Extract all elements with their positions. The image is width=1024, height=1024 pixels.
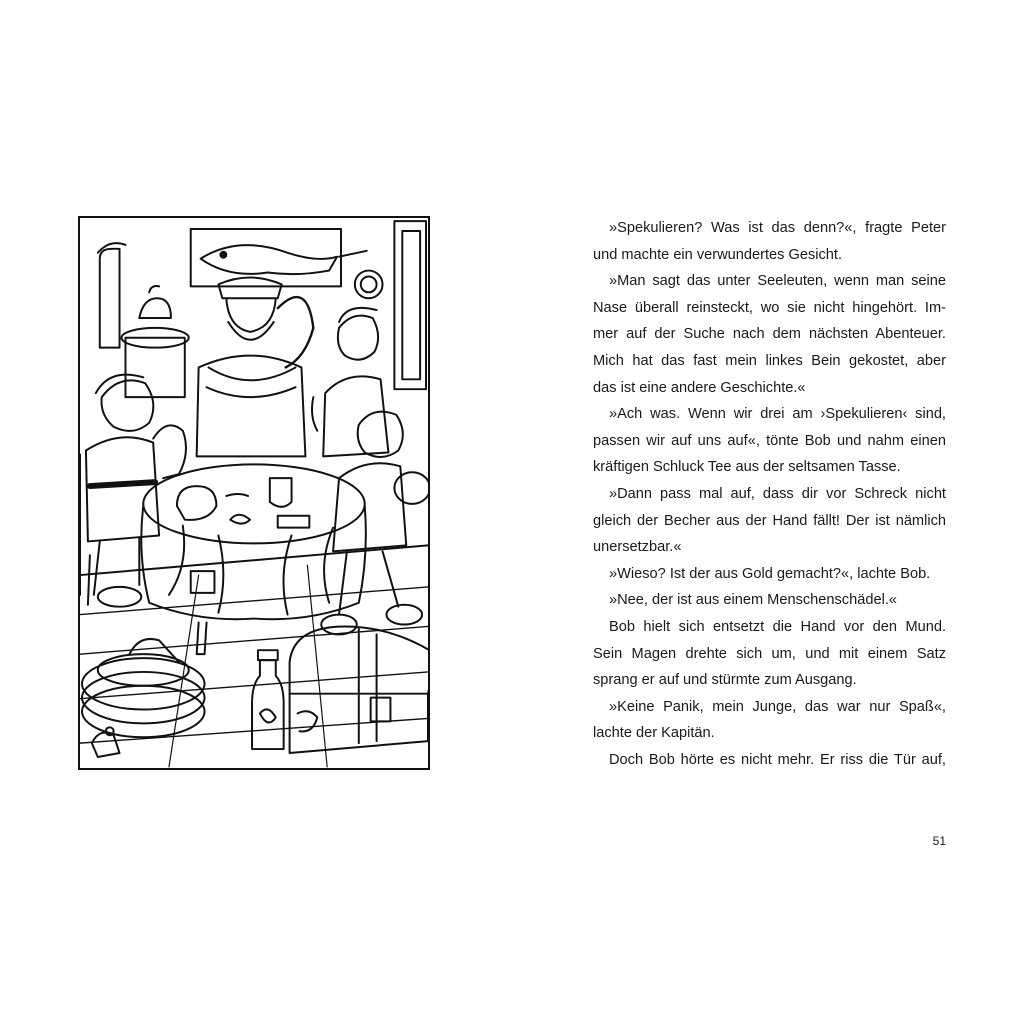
text-line: »Spekulieren? Was ist das denn?«, fragte Peter: [609, 220, 946, 236]
text-line: passen wir auf uns auf«, tönte Bob und nahm einen: [593, 432, 946, 449]
text-line: »Nee, der ist aus einem Menschenschädel.«: [609, 592, 897, 609]
text-line: sprang er auf und stürmte zum Ausgang.: [593, 672, 857, 689]
text-line: Bob hielt sich entsetzt die Hand vor den Mund.: [609, 618, 946, 635]
text-line: und machte ein verwundertes Gesicht.: [593, 246, 843, 263]
text-line: lachte der Kapitän.: [593, 725, 715, 742]
text-line: Doch Bob hörte es nicht mehr. Er riss die Tür auf,: [609, 751, 946, 768]
text-line: gleich der Becher aus der Hand fällt! Der ist nämlich: [593, 512, 946, 529]
text-line: Nase überall reinsteckt, wo sie nicht hingehört. Im-: [593, 299, 946, 316]
text-line: Mich hat das fast mein linkes Bein gekostet, aber: [593, 352, 946, 369]
illustration-drawing: [80, 218, 428, 768]
text-line: »Wieso? Ist der aus Gold gemacht?«, lachte Bob.: [609, 565, 931, 582]
text-line: kräftigen Schluck Tee aus der seltsamen Tasse.: [593, 459, 901, 476]
text-line: mer auf der Suche nach dem nächsten Abenteuer.: [593, 326, 946, 343]
text-line: »Ach was. Wenn wir drei am ›Spekulieren‹ sind,: [609, 406, 946, 423]
text-line: »Man sagt das unter Seeleuten, wenn man seine: [609, 273, 946, 290]
cartoon-illustration: [78, 216, 430, 770]
text-line: unersetzbar.«: [593, 539, 682, 556]
text-line: »Dann pass mal auf, dass dir vor Schreck nicht: [609, 485, 946, 502]
text-line: »Keine Panik, mein Junge, das war nur Spaß«,: [609, 698, 946, 715]
text-line: Sein Magen drehte sich um, und mit einem Satz: [593, 645, 946, 662]
story-text: [593, 215, 946, 773]
page-number: 51: [932, 834, 946, 848]
text-line: das ist eine andere Geschichte.«: [593, 379, 806, 396]
